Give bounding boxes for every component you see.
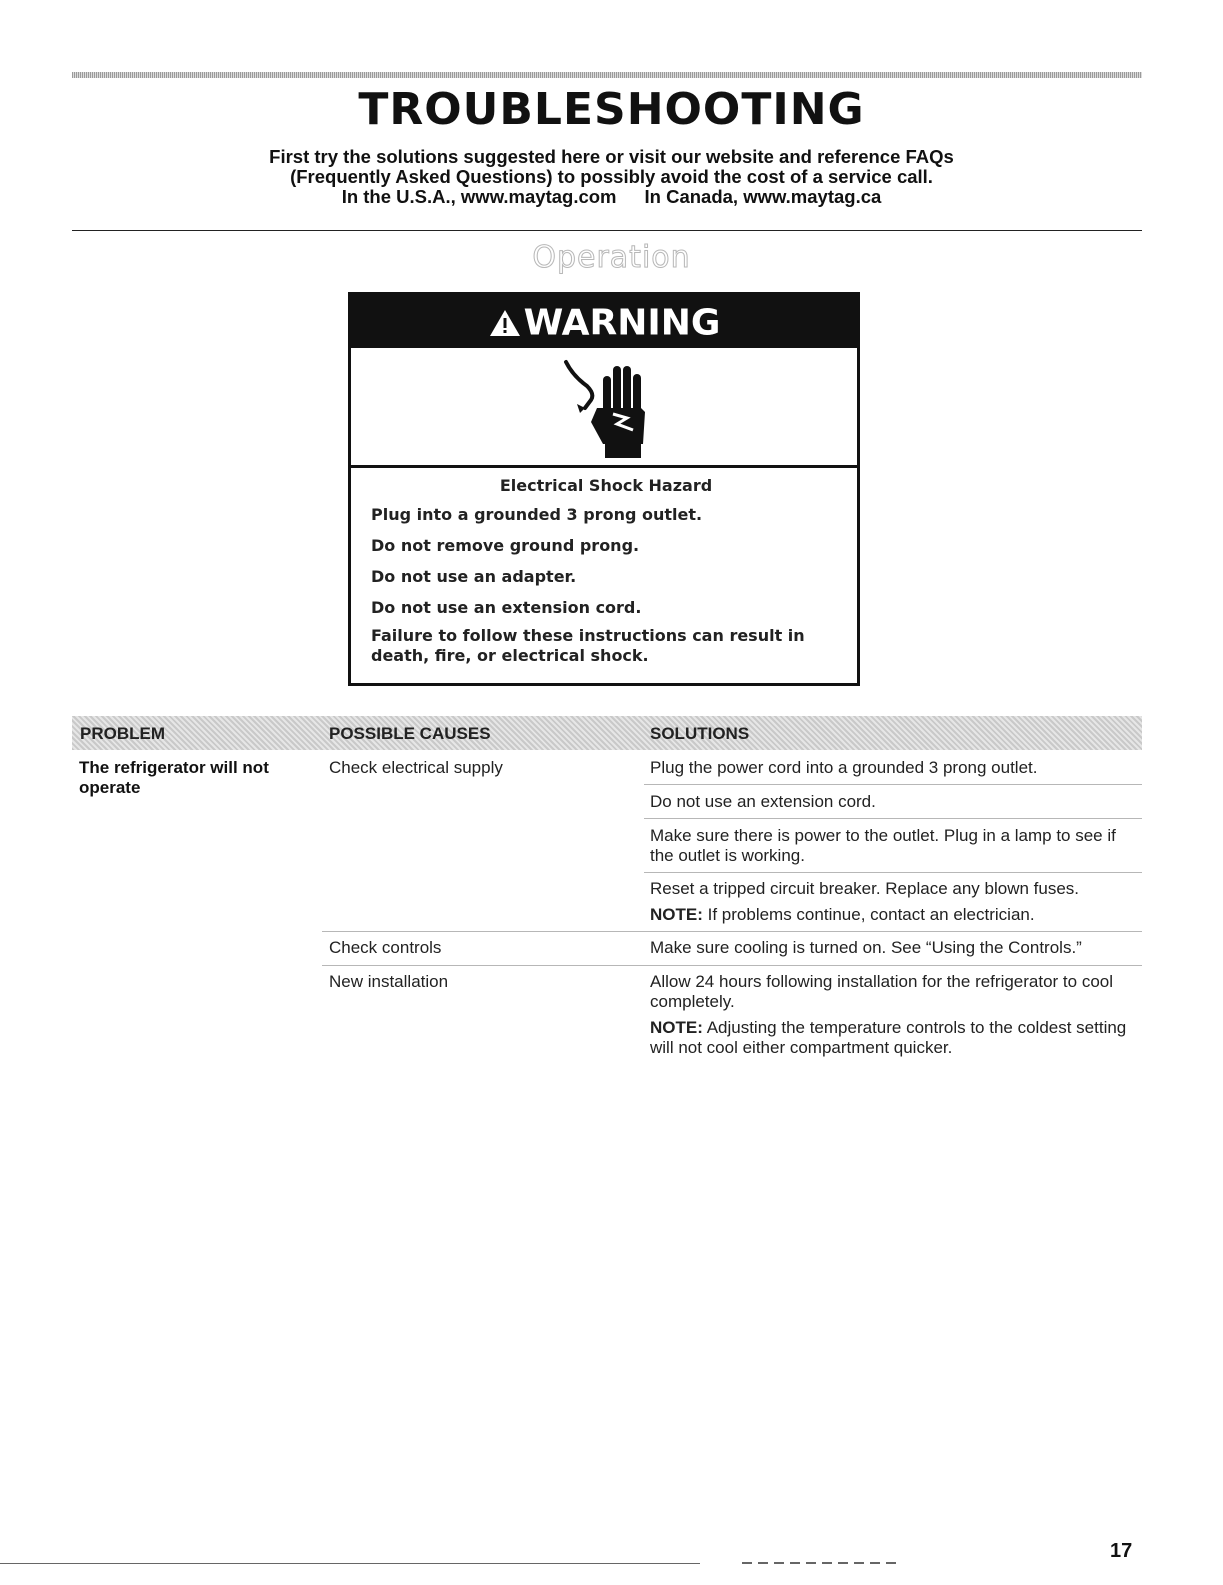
warning-text	[371, 471, 841, 666]
page-title: TROUBLESHOOTING	[358, 84, 865, 135]
warning-subtitle: Electrical Shock Hazard	[499, 476, 713, 495]
problem-text: The refrigerator will not operate	[79, 758, 269, 797]
note-label: NOTE:	[650, 1018, 703, 1037]
cause-item: Check electrical supply	[329, 758, 503, 777]
cause-item: New installation	[329, 972, 449, 991]
page-number: 17	[1110, 1540, 1133, 1562]
cause-item: Check controls	[329, 938, 442, 957]
intro-line-3	[0, 187, 1223, 207]
header-solutions: SOLUTIONS	[650, 724, 750, 743]
warning-divider	[351, 465, 857, 468]
row-divider	[322, 965, 1142, 966]
section-title: Operation	[532, 240, 691, 275]
note-label: NOTE:	[650, 905, 703, 924]
intro-line-2: (Frequently Asked Questions) to possibly avoid the cost of a service call.	[290, 166, 933, 187]
solution-item: Allow 24 hours following installation for the refrigerator to cool completely.	[650, 972, 1114, 1011]
intro-line-1: First try the solutions suggested here or visit our website and reference FAQs	[269, 146, 954, 167]
row-divider	[322, 931, 1142, 932]
header-divider	[72, 230, 1142, 231]
footer-marks	[742, 1562, 902, 1564]
warning-line: Do not remove ground prong.	[371, 536, 640, 555]
top-rule	[72, 72, 1142, 78]
intro-text	[0, 147, 1223, 207]
warning-heading	[351, 295, 857, 348]
solution-item: Make sure cooling is turned on. See “Using the Controls.”	[650, 938, 1082, 957]
warning-line: Do not use an adapter.	[371, 567, 577, 586]
solution-item: Reset a tripped circuit breaker. Replace any blown fuses.	[650, 879, 1080, 898]
warning-line: Plug into a grounded 3 prong outlet.	[371, 505, 703, 524]
warning-line: Do not use an extension cord.	[371, 598, 642, 617]
header-possible-causes: POSSIBLE CAUSES	[329, 724, 491, 743]
solution-item: Do not use an extension cord.	[650, 792, 876, 811]
intro-canada-website: In Canada, www.maytag.ca	[644, 186, 882, 207]
row-divider	[644, 784, 1142, 785]
row-divider	[644, 818, 1142, 819]
table-header	[72, 716, 1142, 750]
solution-item: Plug the power cord into a grounded 3 prong outlet.	[650, 758, 1038, 777]
icon-area	[351, 348, 857, 465]
note-text: Adjusting the temperature controls to the coldest setting will not cool either compartment quicker.	[650, 1018, 1127, 1057]
solution-item: Make sure there is power to the outlet. Plug in a lamp to see if the outlet is working.	[650, 826, 1116, 865]
header-problem: PROBLEM	[80, 724, 165, 743]
electrical-shock-hand-icon	[351, 348, 857, 465]
warning-consequence: Failure to follow these instructions can result in death, fire, or electrical shock.	[371, 626, 805, 665]
warning-triangle-icon	[488, 308, 522, 338]
warning-box	[348, 292, 860, 686]
footer-rule	[0, 1563, 700, 1564]
solution-note	[650, 905, 1138, 925]
note-text: If problems continue, contact an electrician.	[707, 905, 1035, 924]
warning-heading-text: WARNING	[523, 302, 721, 344]
solution-note	[650, 1018, 1138, 1058]
row-divider	[644, 872, 1142, 873]
intro-us-website: In the U.S.A., www.maytag.com	[341, 186, 617, 207]
